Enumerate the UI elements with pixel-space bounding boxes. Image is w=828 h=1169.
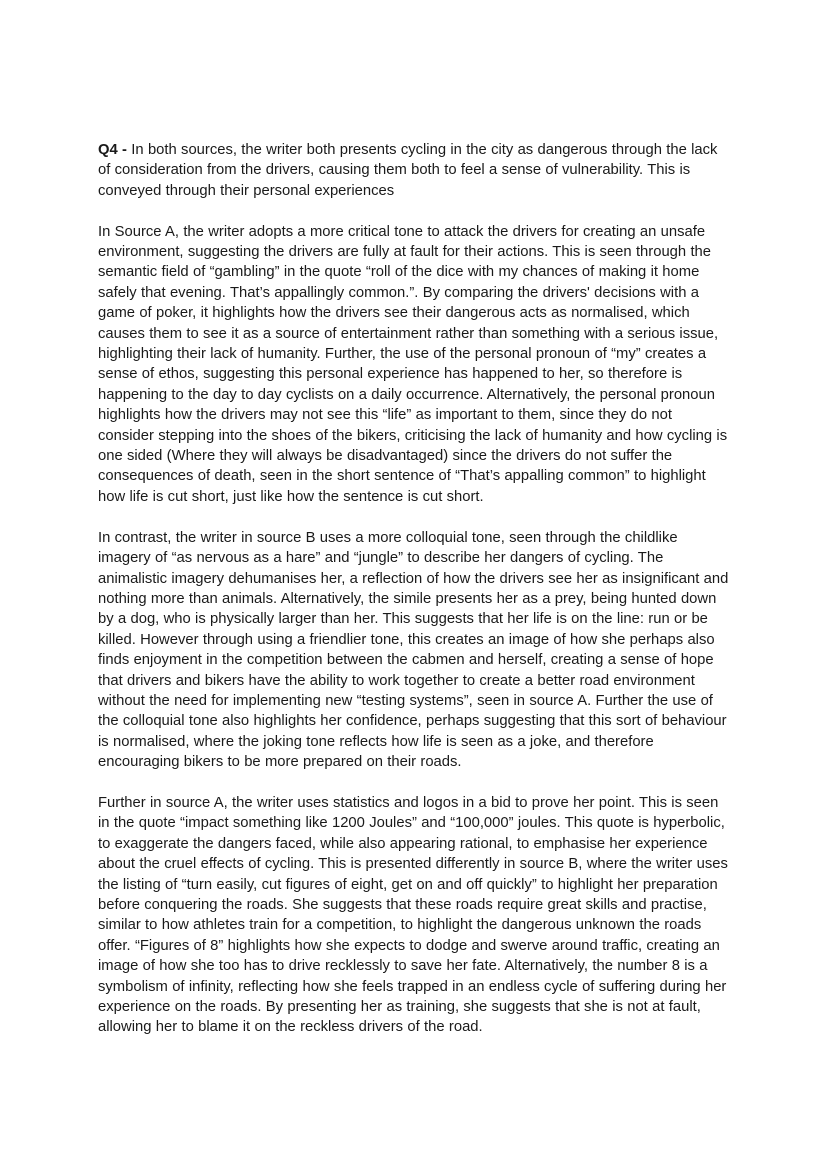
essay-content xyxy=(98,140,732,1038)
paragraph-source-b: In contrast, the writer in source B uses a more colloquial tone, seen through the childlike imagery of “as nervous as a hare” and “jungle” to describe her dangers of cycling. The animalistic imagery dehumanises her, a reflection of how the drivers see her as insignificant and nothing more than animals. Alternatively, the simile presents her as a prey, being hunted down by a dog, who is physically larger than her. This suggests that her life is on the line: run or be killed. However through using a friendlier tone, this creates an image of how she perhaps also finds enjoyment in the competition between the cabmen and herself, creating a sense of hope that drivers and bikers have the ability to work together to create a better road environment without the need for implementing new “testing systems”, seen in source A. Further the use of the colloquial tone also highlights her confidence, perhaps suggesting that this sort of behaviour is normalised, where the joking tone reflects how life is seen as a joke, and therefore encouraging bikers to be more prepared on their roads. xyxy=(98,529,729,771)
paragraph-source-a: In Source A, the writer adopts a more critical tone to attack the drivers for creating an unsafe environment, suggesting the drivers are fully at fault for their actions. This is seen through the semantic field of “gambling” in the quote “roll of the dice with my chances of making it home safely that evening. That’s appallingly common.”. By comparing the drivers' decisions with a game of poker, it highlights how the drivers see their dangerous acts as normalised, which causes them to see it as a source of entertainment rather than something with a serious issue, highlighting their lack of humanity. Further, the use of the personal pronoun of “my” creates a sense of ethos, suggesting this personal experience has happened to her, so therefore is happening to the day to day cyclists on a daily occurrence. Alternatively, the personal pronoun highlights how the drivers may not see this “life” as important to them, since they do not consider stepping into the shoes of the bikers, criticising the lack of humanity and how cycling is one sided (Where they will always be disadvantaged) since the drivers do not suffer the consequences of death, seen in the short sentence of “That’s appalling common” to highlight how life is cut short, just like how the sentence is cut short. xyxy=(98,223,728,505)
paragraph-comparison: Further in source A, the writer uses statistics and logos in a bid to prove her point. This is seen in the quote “impact something like 1200 Joules” and “100,000” joules. This quote is hyperbolic, to exaggerate the dangers faced, while also appearing rational, to emphasise her experience about the cruel effects of cycling. This is presented differently in source B, where the writer uses the listing of “turn easily, cut figures of eight, get on and off quickly” to highlight her preparation before conquering the roads. She suggests that these roads require great skills and practise, similar to how athletes train for a competition, to highlight the dangerous unknown the roads offer. “Figures of 8” highlights how she expects to dodge and swerve around traffic, creating an image of how she too has to drive recklessly to save her fate. Alternatively, the number 8 is a symbolism of infinity, reflecting how she feels trapped in an endless cycle of suffering during her experience on the roads. By presenting her as training, she suggests that she is not at fault, allowing her to blame it on the reckless drivers of the road. xyxy=(98,794,728,1036)
question-label: Q4 - xyxy=(98,142,127,158)
paragraph-intro-text: In both sources, the writer both presents cycling in the city as dangerous through the lack of consideration from the drivers, causing them both to feel a sense of vulnerability. This is conveyed through their personal experiences xyxy=(98,142,718,199)
paragraph-intro xyxy=(98,140,732,201)
